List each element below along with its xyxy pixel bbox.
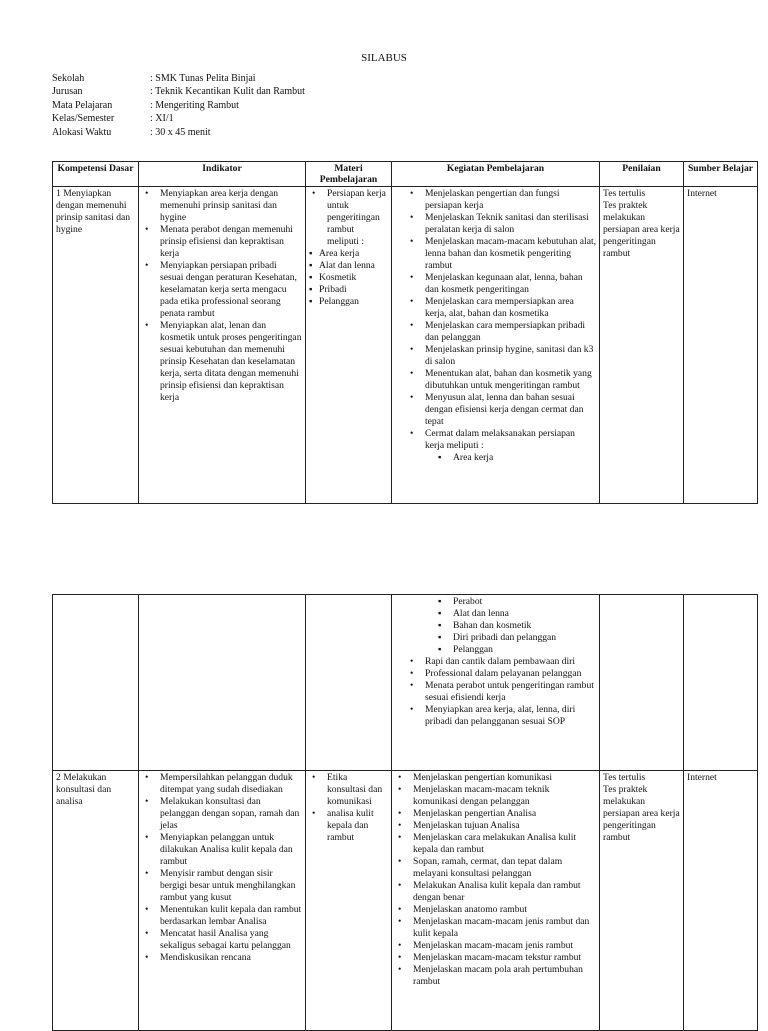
table-row [53,187,758,504]
list-item: • Persiapan kerja untuk pengeritingan rambut meliputi : [327,188,388,248]
list-item: • Menyisir rambut dengan sisir bergigi besar untuk menghilangkan rambut yang kusut [160,868,302,904]
list-item: ▪ Perabot [453,596,596,608]
header-indikator: Indikator [139,162,306,187]
list-item: • Menjelaskan macam pola arah pertumbuhan rambut [413,964,596,988]
list-item: • Menjelaskan macam-macam teknik komunikasi dengan pelanggan [413,784,596,808]
list-item: • Menentukan kulit kepala dan rambut berdasarkan lembar Analisa [160,904,302,928]
meta-value: : XI/1 [150,113,174,125]
list-item: • Professional dalam pelayanan pelanggan [425,668,596,680]
materi-cell [306,595,392,771]
list-item: ▪ Area kerja [453,452,596,464]
list-item: ▪ Pelanggan [453,644,596,656]
indikator-cell [139,187,306,504]
list-item: • Menentukan alat, bahan dan kosmetik yang dibutuhkan untuk mengeritingan rambut [425,368,596,392]
kd-cell: 2 Melakukan konsultasi dan analisa [53,771,139,1031]
header-materi: Materi Pembelajaran [306,162,392,187]
kegiatan-cell [392,771,600,1031]
table-row [53,771,758,1031]
penilaian-cell [600,771,684,1031]
list-item: • Menyiapkan pelanggan untuk dilakukan Analisa kulit kepala dan rambut [160,832,302,868]
syllabus-table-page-2 [52,594,758,1031]
meta-label: Kelas/Semester [52,113,115,125]
list-item: • Mempersilahkan pelanggan duduk ditempat yang sudah disediakan [160,772,302,796]
list-item: • Menjelaskan prinsip hygine, sanitasi dan k3 di salon [425,344,596,368]
meta-row-mapel [52,99,305,112]
list-item: • Menata perabot untuk pengeritingan rambut sesuai efisiendi kerja [425,680,596,704]
list-item: • Mencatat hasil Analisa yang sekaligus sebagai kartu pelanggan [160,928,302,952]
list-item: • Mendiskusikan rencana [160,952,302,964]
school-info [52,72,305,139]
kegiatan-cell [392,187,600,504]
meta-value: : 30 x 45 menit [150,126,211,138]
list-item: • Etika konsultasi dan komunikasi [327,772,388,808]
list-item: • Menjelaskan pengertian komunikasi [413,772,596,784]
header-sumber: Sumber Belajar [684,162,758,187]
list-item: • Menyiapkan area kerja, alat, lenna, diri pribadi dan pelangganan sesuai SOP [425,704,596,728]
sumber-cell: Internet [684,187,758,504]
indikator-cell [139,595,306,771]
list-item: ▪ Bahan dan kosmetik [453,620,596,632]
meta-row-sekolah [52,72,305,85]
list-item: • Menata perabot dengan memenuhi prinsip efisiensi dan kepraktisan kerja [160,224,302,260]
meta-row-jurusan [52,85,305,98]
list-item: • Melakukan konsultasi dan pelanggan dengan sopan, ramah dan jelas [160,796,302,832]
list-item: • Menyiapkan alat, lenan dan kosmetik untuk proses pengeritingan sesuai kebutuhan dan memenuhi prinsip Kesehatan dan keselamatan kerja, serta ditata dengan memenuhi prinsip efisiensi dan kepraktisan kerja [160,320,302,404]
penilaian-item: Tes praktek melakukan persiapan area kerja pengeritingan rambut [603,784,680,843]
header-kompetensi-dasar: Kompetensi Dasar [53,162,139,187]
materi-cell [306,187,392,504]
list-item: • Menyiapkan area kerja dengan memenuhi prinsip sanitasi dan hygine [160,188,302,224]
kegiatan-cell [392,595,600,771]
document-title: SILABUS [361,52,407,64]
materi-cell [306,771,392,1031]
list-item: • Menjelaskan cara mempersiapkan pribadi dan pelanggan [425,320,596,344]
list-item: • Menjelaskan pengertian Analisa [413,808,596,820]
list-item: • Menjelaskan macam-macam kebutuhan alat, lenna bahan dan kosmetik pengeriting rambut [425,236,596,272]
syllabus-table-page-1 [52,161,758,504]
meta-label: Mata Pelajaran [52,99,113,111]
sumber-cell [684,595,758,771]
meta-label: Sekolah [52,73,85,84]
list-item: • Sopan, ramah, cermat, dan tepat dalam melayani konsultasi pelanggan [413,856,596,880]
list-item: ▪ Diri pribadi dan pelanggan [453,632,596,644]
list-item: • Menjelaskan tujuan Analisa [413,820,596,832]
list-item: • Menjelaskan macam-macam tekstur rambut [413,952,596,964]
list-item: ▪ Kosmetik [319,272,388,284]
list-item: • Menyusun alat, lenna dan bahan sesuai dengan efisiensi kerja dengan cermat dan tepat [425,392,596,428]
meta-value: : Teknik Kecantikan Kulit dan Rambut [150,86,305,98]
list-item: • Menjelaskan anatomo rambut [413,904,596,916]
list-item: • analisa kulit kepala dan rambut [327,808,388,844]
meta-row-kelas [52,112,305,125]
meta-row-alokasi [52,126,305,139]
list-item: • Melakukan Analisa kulit kepala dan rambut dengan benar [413,880,596,904]
list-item: • Menjelaskan kegunaan alat, lenna, bahan dan kosmetk pengeritingan [425,272,596,296]
penilaian-cell [600,595,684,771]
list-item: • Menjelaskan cara melakukan Analisa kulit kepala dan rambut [413,832,596,856]
penilaian-item: Tes tertulis [603,188,646,199]
list-item: ▪ Alat dan lenna [319,260,388,272]
list-item: • Menyiapkan persiapan pribadi sesuai dengan peraturan Kesehatan, keselamatan kerja serta mengacu pada etika professional seorang penata rambut [160,260,302,320]
sumber-cell: Internet [684,771,758,1031]
list-item: ▪ Pribadi [319,284,388,296]
list-item: • Menjelaskan macam-macam jenis rambut dan kulit kepala [413,916,596,940]
list-item: • Cermat dalam melaksanakan persiapan kerja meliputi : [425,428,596,452]
list-item: ▪ Alat dan lenna [453,608,596,620]
list-item: • Rapi dan cantik dalam pembawaan diri [425,656,596,668]
penilaian-item: Tes praktek melakukan persiapan area kerja pengeritingan rambut [603,200,680,259]
meta-label: Jurusan [52,86,83,98]
meta-label: Alokasi Waktu [52,126,112,138]
meta-value: : Mengeriting Rambut [150,99,239,111]
list-item: • Menjelaskan Teknik sanitasi dan sterilisasi peralatan kerja di salon [425,212,596,236]
meta-value: : SMK Tunas Pelita Binjai [150,73,256,84]
penilaian-cell [600,187,684,504]
list-item: • Menjelaskan pengertian dan fungsi persiapan kerja [425,188,596,212]
table-header-row [53,162,758,187]
list-item: • Menjelaskan cara mempersiapkan area kerja, alat, bahan dan kosmetika [425,296,596,320]
header-kegiatan: Kegiatan Pembelajaran [392,162,600,187]
kd-cell: 1 Menyiapkan dengan memenuhi prinsip sanitasi dan hygine [53,187,139,504]
kd-cell [53,595,139,771]
penilaian-item: Tes tertulis [603,772,646,783]
list-item: ▪ Pelanggan [319,296,388,308]
header-penilaian: Penilaian [600,162,684,187]
table-row [53,595,758,771]
list-item: ▪ Area kerja [319,248,388,260]
indikator-cell [139,771,306,1031]
list-item: • Menjelaskan macam-macam jenis rambut [413,940,596,952]
